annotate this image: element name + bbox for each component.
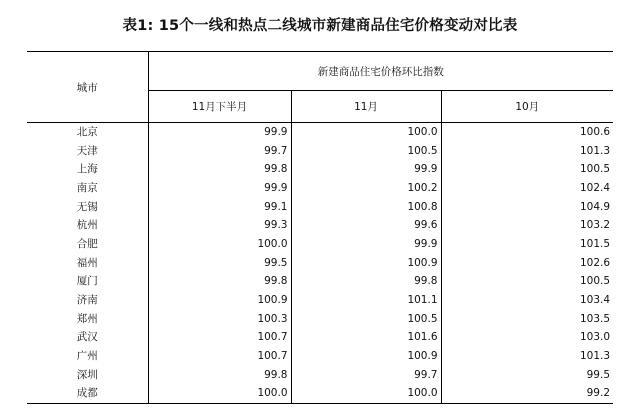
november-value-cell: 100.9 [291,347,441,366]
october-value-cell: 99.5 [586,368,611,381]
table-row [27,235,613,254]
october-value-cell: 104.9 [579,200,611,213]
city-cell: 北京 [27,123,148,142]
table-title: 表1: 15个一线和热点二线城市新建商品住宅价格变动对比表 [122,18,518,34]
table-row [27,310,613,329]
october-value-cell: 99.2 [441,384,613,403]
city-cell: 厦门 [27,272,148,291]
october-value-cell: 100.5 [579,163,611,176]
late-november-value-cell: 99.7 [148,142,291,161]
late-november-value-cell: 100.9 [148,291,291,310]
city-cell: 济南 [27,291,148,310]
november-value-cell: 100.8 [291,198,441,217]
november-value-cell: 99.8 [291,272,441,291]
late-november-value-cell: 99.8 [148,160,291,179]
table-row [27,123,613,142]
late-november-value-cell: 99.1 [148,198,291,217]
column-header-october: 10月 [441,91,613,123]
november-value-cell: 99.6 [291,216,441,235]
city-cell: 成都 [27,384,148,403]
table-row [27,291,613,310]
october-value-cell: 103.4 [579,293,611,306]
november-value-cell: 100.5 [291,142,441,161]
november-value-cell: 101.6 [291,328,441,347]
october-value-cell: 102.4 [579,181,611,194]
city-cell: 南京 [27,179,148,198]
late-november-value-cell: 100.3 [148,310,291,329]
november-value-cell: 100.9 [291,254,441,273]
city-cell: 上海 [27,160,148,179]
november-value-cell: 99.7 [291,366,441,385]
table-row [27,328,613,347]
late-november-value-cell: 99.8 [148,272,291,291]
october-value-cell: 103.0 [579,331,611,344]
october-value-cell: 101.3 [579,349,611,362]
late-november-value-cell: 99.9 [148,179,291,198]
city-cell: 广州 [27,347,148,366]
october-value-cell: 101.5 [579,237,611,250]
october-value-cell: 103.5 [579,312,611,325]
november-value-cell: 100.2 [291,179,441,198]
column-header-november: 11月 [291,91,441,123]
table-row [27,198,613,217]
late-november-value-cell: 99.5 [148,254,291,273]
city-cell: 深圳 [27,366,148,385]
table-row [27,347,613,366]
table-row [27,254,613,273]
city-cell: 郑州 [27,310,148,329]
october-value-cell: 100.5 [579,275,611,288]
november-value-cell: 100.5 [291,310,441,329]
november-value-cell: 100.0 [291,123,441,142]
table-row [27,384,613,403]
price-index-table [27,51,613,404]
city-cell: 无锡 [27,198,148,217]
november-value-cell: 99.9 [291,160,441,179]
late-november-value-cell: 99.8 [148,366,291,385]
table-row [27,366,613,385]
october-value-cell: 103.2 [579,219,611,232]
late-november-value-cell: 100.0 [148,235,291,254]
november-value-cell: 100.0 [291,384,441,403]
table-row [27,216,613,235]
table-body [27,123,613,404]
city-cell: 合肥 [27,235,148,254]
october-value-cell: 101.3 [579,144,611,157]
index-group-header: 新建商品住宅价格环比指数 [148,52,613,91]
late-november-value-cell: 99.3 [148,216,291,235]
october-value-cell: 102.6 [579,256,611,269]
city-cell: 武汉 [27,328,148,347]
november-value-cell: 101.1 [291,291,441,310]
table-row [27,272,613,291]
late-november-value-cell: 100.7 [148,328,291,347]
table-row [27,142,613,161]
city-column-header: 城市 [27,52,148,123]
october-value-cell: 100.6 [579,126,611,138]
city-cell: 天津 [27,142,148,161]
late-november-value-cell: 100.7 [148,347,291,366]
late-november-value-cell: 99.9 [148,123,291,142]
city-cell: 杭州 [27,216,148,235]
november-value-cell: 99.9 [291,235,441,254]
late-november-value-cell: 100.0 [148,384,291,403]
table-row [27,160,613,179]
city-cell: 福州 [27,254,148,273]
table-row [27,179,613,198]
column-header-late-november: 11月下半月 [148,91,291,123]
